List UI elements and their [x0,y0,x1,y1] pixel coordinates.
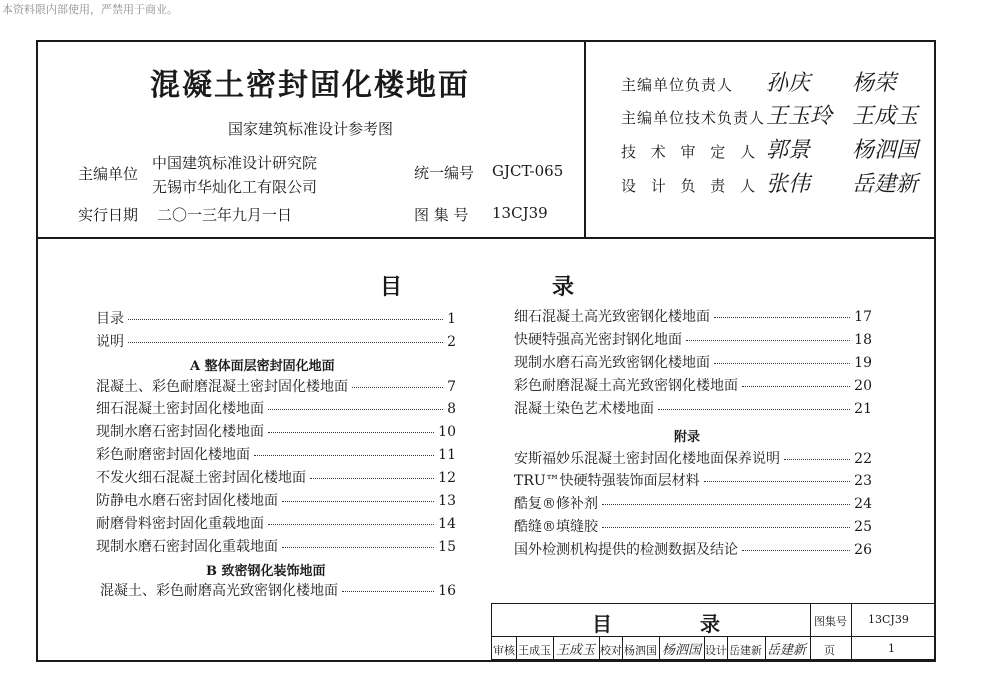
toc-entry-title: 彩色耐磨混凝土高光致密钢化楼地面 [514,378,738,394]
title-block-col [516,637,517,660]
leader-dots [342,591,434,592]
toc-entry-title: 现制水磨石密封固化重载地面 [96,539,278,555]
toc-right-row[interactable] [514,470,872,490]
leader-dots [268,524,434,525]
toc-entry-title: 目录 [96,311,124,327]
leader-dots [268,432,434,433]
leader-dots [602,527,850,528]
toc-left-row[interactable] [96,467,456,487]
leader-dots [602,504,850,505]
editor-org-1: 中国建筑标准设计研究院 [152,154,318,172]
toc-entry-title: 安斯福妙乐混凝土密封固化楼地面保养说明 [514,451,780,467]
leader-dots [282,547,434,548]
toc-entry-page: 15 [438,539,456,555]
toc-left-row[interactable] [96,398,456,418]
toc-entry-page: 19 [854,355,872,371]
toc-entry-title: 国外检测机构提供的检测数据及结论 [514,542,738,558]
editor-label: 主编单位 [78,165,139,183]
signature-4b: 岳建新 [852,172,919,197]
toc-entry-title: 细石混凝土高光致密钢化楼地面 [514,309,710,325]
leader-dots [704,481,850,482]
toc-right-row[interactable] [514,539,872,559]
toc-right-row[interactable] [514,398,872,418]
title-block-col [851,603,852,660]
toc-left-row[interactable] [96,331,456,351]
sig-label-1: 主编单位负责人 [621,76,734,94]
toc-entry-title: 说明 [96,334,124,350]
toc-section-a: A 整体面层密封固化地面 [190,359,335,374]
toc-section-appendix: 附录 [674,430,701,445]
toc-entry-title: 不发火细石混凝土密封固化楼地面 [96,470,306,486]
toc-entry-page: 22 [854,451,872,467]
toc-heading-left: 目 [380,274,403,300]
sig-label-4: 设 计 负 责 人 [621,177,761,195]
leader-dots [742,386,850,387]
toc-entry-page: 13 [438,493,456,509]
leader-dots [128,342,443,343]
watermark-text: 本资料限内部使用，严禁用于商业。 [2,3,178,16]
toc-left-row[interactable] [96,421,456,441]
review-label: 审核 [493,644,515,657]
signature-1a: 孙庆 [766,71,811,96]
toc-entry-title: 酷复®修补剂 [514,496,598,512]
title-block-col [659,637,660,660]
toc-entry-title: 彩色耐磨密封固化楼地面 [96,447,250,463]
toc-right-row[interactable] [514,493,872,513]
reviewer-signature: 王成玉 [556,643,596,658]
toc-entry-title: 混凝土、彩色耐磨混凝土密封固化楼地面 [96,379,348,395]
toc-entry-title: 耐磨骨料密封固化重载地面 [96,516,264,532]
leader-dots [714,363,850,364]
toc-entry-title: 防静电水磨石密封固化楼地面 [96,493,278,509]
checker-signature: 杨泗国 [662,643,702,658]
sig-label-3: 技 术 审 定 人 [621,143,761,161]
toc-right-row[interactable] [514,448,872,468]
code-value: GJCT-065 [492,162,564,180]
toc-entry-page: 11 [438,447,456,463]
page-number: 1 [888,642,895,655]
toc-entry-page: 17 [854,309,872,325]
date-label: 实行日期 [78,206,139,224]
leader-dots [254,455,434,456]
toc-left-row[interactable] [96,536,456,556]
designer-name: 岳建新 [729,644,762,657]
code-label: 统一编号 [414,164,475,182]
atlas-label: 图 集 号 [414,206,469,224]
title-block-col [727,637,728,660]
leader-dots [128,319,443,320]
toc-entry-page: 7 [447,379,456,395]
leader-dots [310,478,434,479]
toc-entry-page: 14 [438,516,456,532]
checker-name: 杨泗国 [624,644,657,657]
date-value: 二〇一三年九月一日 [157,206,293,224]
signature-3a: 郭景 [766,138,811,163]
toc-entry-page: 8 [447,401,456,417]
toc-right-row[interactable] [514,352,872,372]
toc-entry-page: 2 [447,334,456,350]
toc-entry-title: 细石混凝土密封固化楼地面 [96,401,264,417]
toc-left-row[interactable] [96,513,456,533]
leader-dots [352,387,443,388]
toc-entry-page: 16 [438,583,456,599]
toc-right-row[interactable] [514,516,872,536]
title-block-atlas: 13CJ39 [868,613,909,626]
signature-1b: 杨荣 [852,71,897,96]
toc-entry-title: 快硬特强高光密封钢化地面 [514,332,682,348]
title-block-name-right: 录 [700,612,720,636]
signature-2b: 王成玉 [852,104,919,129]
page-label: 页 [824,644,835,657]
toc-left-row[interactable] [96,490,456,510]
toc-right-row[interactable] [514,329,872,349]
leader-dots [268,409,443,410]
toc-section-b: B 致密钢化装饰地面 [206,564,326,579]
designer-signature: 岳建新 [767,643,807,658]
signature-2a: 王玉玲 [766,104,833,129]
toc-entry-title: 酷缝®填缝胶 [514,519,598,535]
toc-right-row[interactable] [514,306,872,326]
toc-entry-page: 23 [854,473,872,489]
toc-entry-page: 25 [854,519,872,535]
title-block-col [622,637,623,660]
title-block-col [553,637,554,660]
toc-entry-page: 12 [438,470,456,486]
leader-dots [742,550,850,551]
toc-entry-page: 18 [854,332,872,348]
signature-4a: 张伟 [766,172,811,197]
toc-entry-title: 现制水磨石高光致密钢化楼地面 [514,355,710,371]
leader-dots [282,501,434,502]
toc-heading-right: 录 [552,274,575,300]
toc-left-row[interactable] [96,444,456,464]
document-title: 混凝土密封固化楼地面 [150,68,470,103]
title-block-col [765,637,766,660]
leader-dots [686,340,850,341]
sig-label-2: 主编单位技术负责人 [621,109,766,127]
toc-left-row[interactable] [96,308,456,328]
toc-entry-page: 26 [854,542,872,558]
design-label: 设计 [705,644,727,657]
reviewer-name: 王成玉 [518,644,551,657]
leader-dots [784,459,850,460]
toc-entry-title: 混凝土、彩色耐磨高光致密钢化楼地面 [100,583,338,599]
toc-entry-title: TRU™快硬特强装饰面层材料 [514,473,700,489]
toc-entry-title: 现制水磨石密封固化楼地面 [96,424,264,440]
check-label: 校对 [600,644,622,657]
leader-dots [658,409,850,410]
toc-entry-page: 20 [854,378,872,394]
title-block-atlas-label: 图集号 [814,615,847,628]
document-subtitle: 国家建筑标准设计参考图 [228,120,394,138]
editor-org-2: 无锡市华灿化工有限公司 [152,178,318,196]
title-block-name-left: 目 [592,612,612,636]
toc-entry-page: 10 [438,424,456,440]
signature-3b: 杨泗国 [852,138,919,163]
toc-right-row[interactable] [514,375,872,395]
toc-entry-page: 21 [854,401,872,417]
leader-dots [714,317,850,318]
toc-entry-page: 24 [854,496,872,512]
toc-left-row[interactable] [96,376,456,396]
toc-left-row[interactable] [100,580,456,600]
toc-entry-title: 混凝土染色艺术楼地面 [514,401,654,417]
header-divider [38,237,934,239]
title-block-col [810,603,811,660]
toc-entry-page: 1 [447,311,456,327]
atlas-value: 13CJ39 [492,204,548,222]
signature-divider [584,42,586,237]
